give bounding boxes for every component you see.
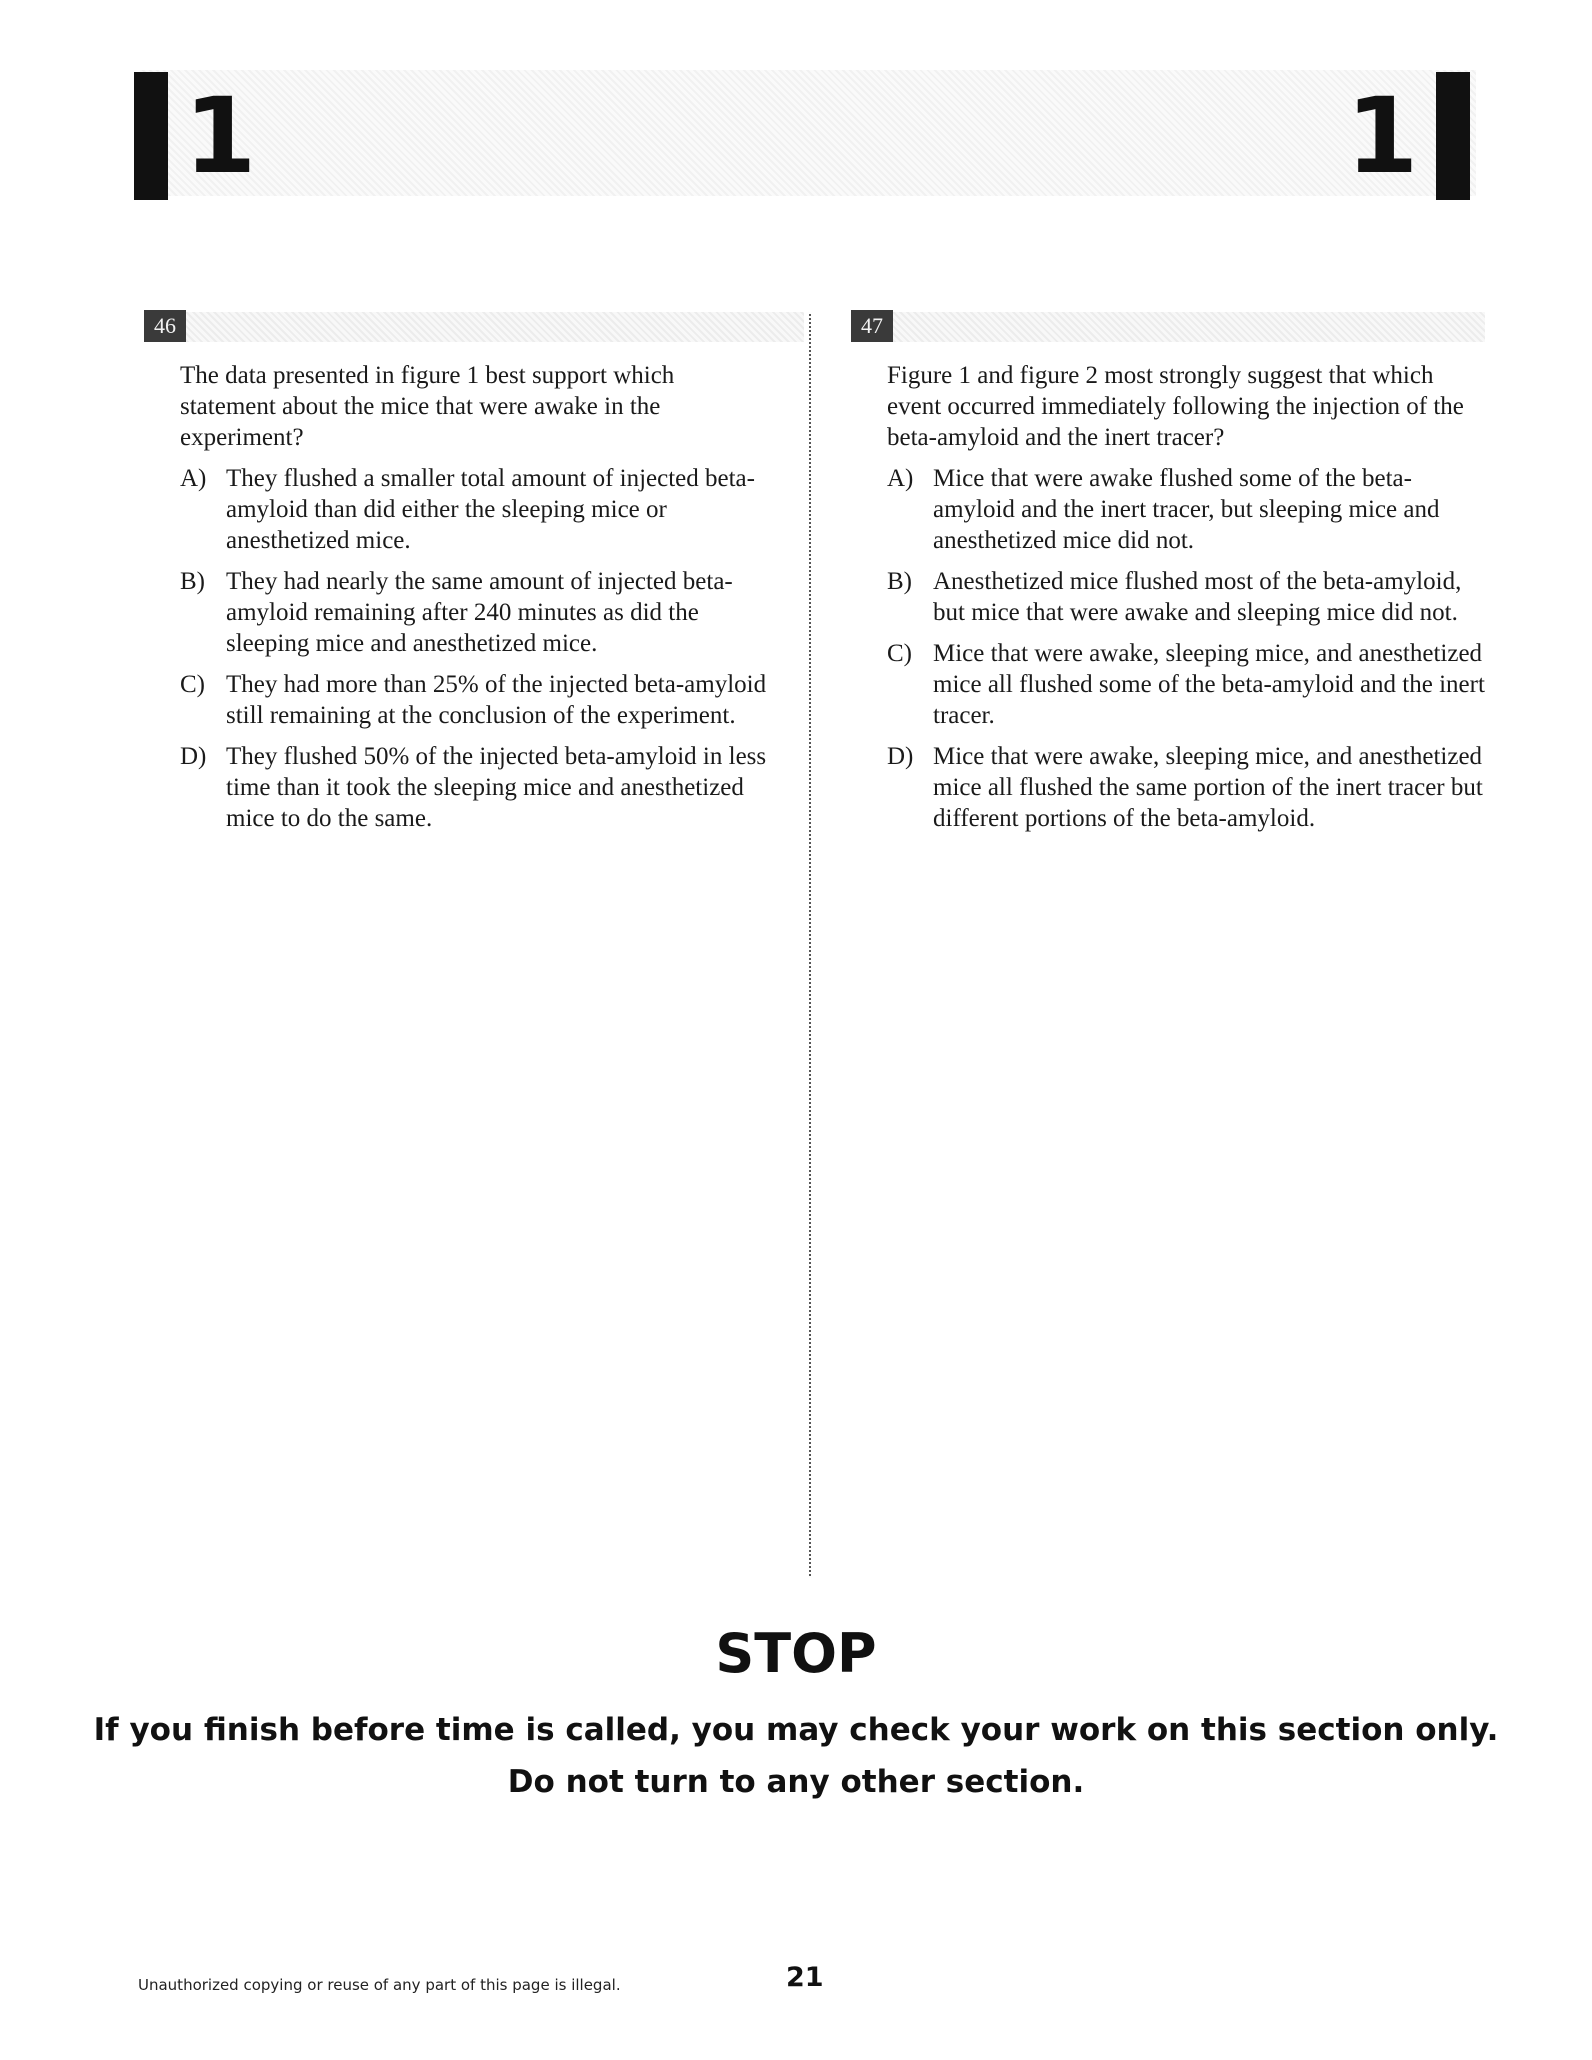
option-text: They had nearly the same amount of injected beta-amyloid remaining after 240 minutes as did the sleeping mice and anesthetized mice. [226,568,733,657]
answer-option-c[interactable] [180,669,780,731]
option-text: Mice that were awake flushed some of the beta-amyloid and the inert tracer, but sleeping mice and anesthetized mice did not. [933,465,1440,554]
answer-options [887,463,1485,834]
option-letter: B) [180,568,205,595]
question-stem: Figure 1 and figure 2 most strongly suggest that which event occurred immediately following the injection of the beta-amyloid and the inert tracer? [887,362,1464,451]
question-46 [144,310,784,844]
option-letter: C) [180,671,205,698]
section-number-left: 1 [184,75,257,197]
answer-option-a[interactable] [180,463,780,556]
answer-option-b[interactable] [887,566,1485,628]
option-text: Mice that were awake, sleeping mice, and anesthetized mice all flushed some of the beta-amyloid and the inert tracer. [933,640,1485,729]
answer-option-a[interactable] [887,463,1485,556]
page-number: 21 [786,1962,824,1993]
stop-heading: STOP [715,1622,877,1685]
copyright-notice: Unauthorized copying or reuse of any part of this page is illegal. [138,1976,621,1994]
section-marker-left [134,72,168,200]
question-number: 46 [144,310,186,342]
option-text: They flushed 50% of the injected beta-amyloid in less time than it took the sleeping mice and anesthetized mice to do the same. [226,743,767,832]
answer-option-d[interactable] [887,741,1485,834]
answer-option-d[interactable] [180,741,780,834]
option-letter: D) [180,743,207,770]
stop-instruction-line-1: If you finish before time is called, you may check your work on this section only. [93,1712,1499,1748]
answer-option-c[interactable] [887,638,1485,731]
option-text: Mice that were awake, sleeping mice, and anesthetized mice all flushed the same portion of the inert tracer but different portions of the beta-amyloid. [933,743,1483,832]
section-number-right: 1 [1346,75,1419,197]
section-marker-right [1436,72,1470,200]
option-text: They had more than 25% of the injected beta-amyloid still remaining at the conclusion of the experiment. [226,671,767,729]
option-letter: B) [887,568,912,595]
question-header [851,310,1485,342]
section-header-band [140,70,1476,196]
option-letter: A) [180,465,207,492]
option-letter: A) [887,465,914,492]
question-header-band [851,312,1485,342]
stop-instruction-line-2: Do not turn to any other section. [507,1764,1085,1800]
option-text: Anesthetized mice flushed most of the beta-amyloid, but mice that were awake and sleeping mice did not. [933,568,1462,626]
question-number: 47 [851,310,893,342]
option-letter: C) [887,640,912,667]
question-header [144,310,784,342]
column-divider [809,314,811,1576]
answer-option-b[interactable] [180,566,780,659]
question-header-band [144,312,804,342]
option-text: They flushed a smaller total amount of injected beta-amyloid than did either the sleeping mice or anesthetized mice. [226,465,755,554]
answer-options [180,463,780,834]
option-letter: D) [887,743,914,770]
question-47 [851,310,1485,844]
question-stem: The data presented in figure 1 best support which statement about the mice that were awake in the experiment? [180,362,675,451]
